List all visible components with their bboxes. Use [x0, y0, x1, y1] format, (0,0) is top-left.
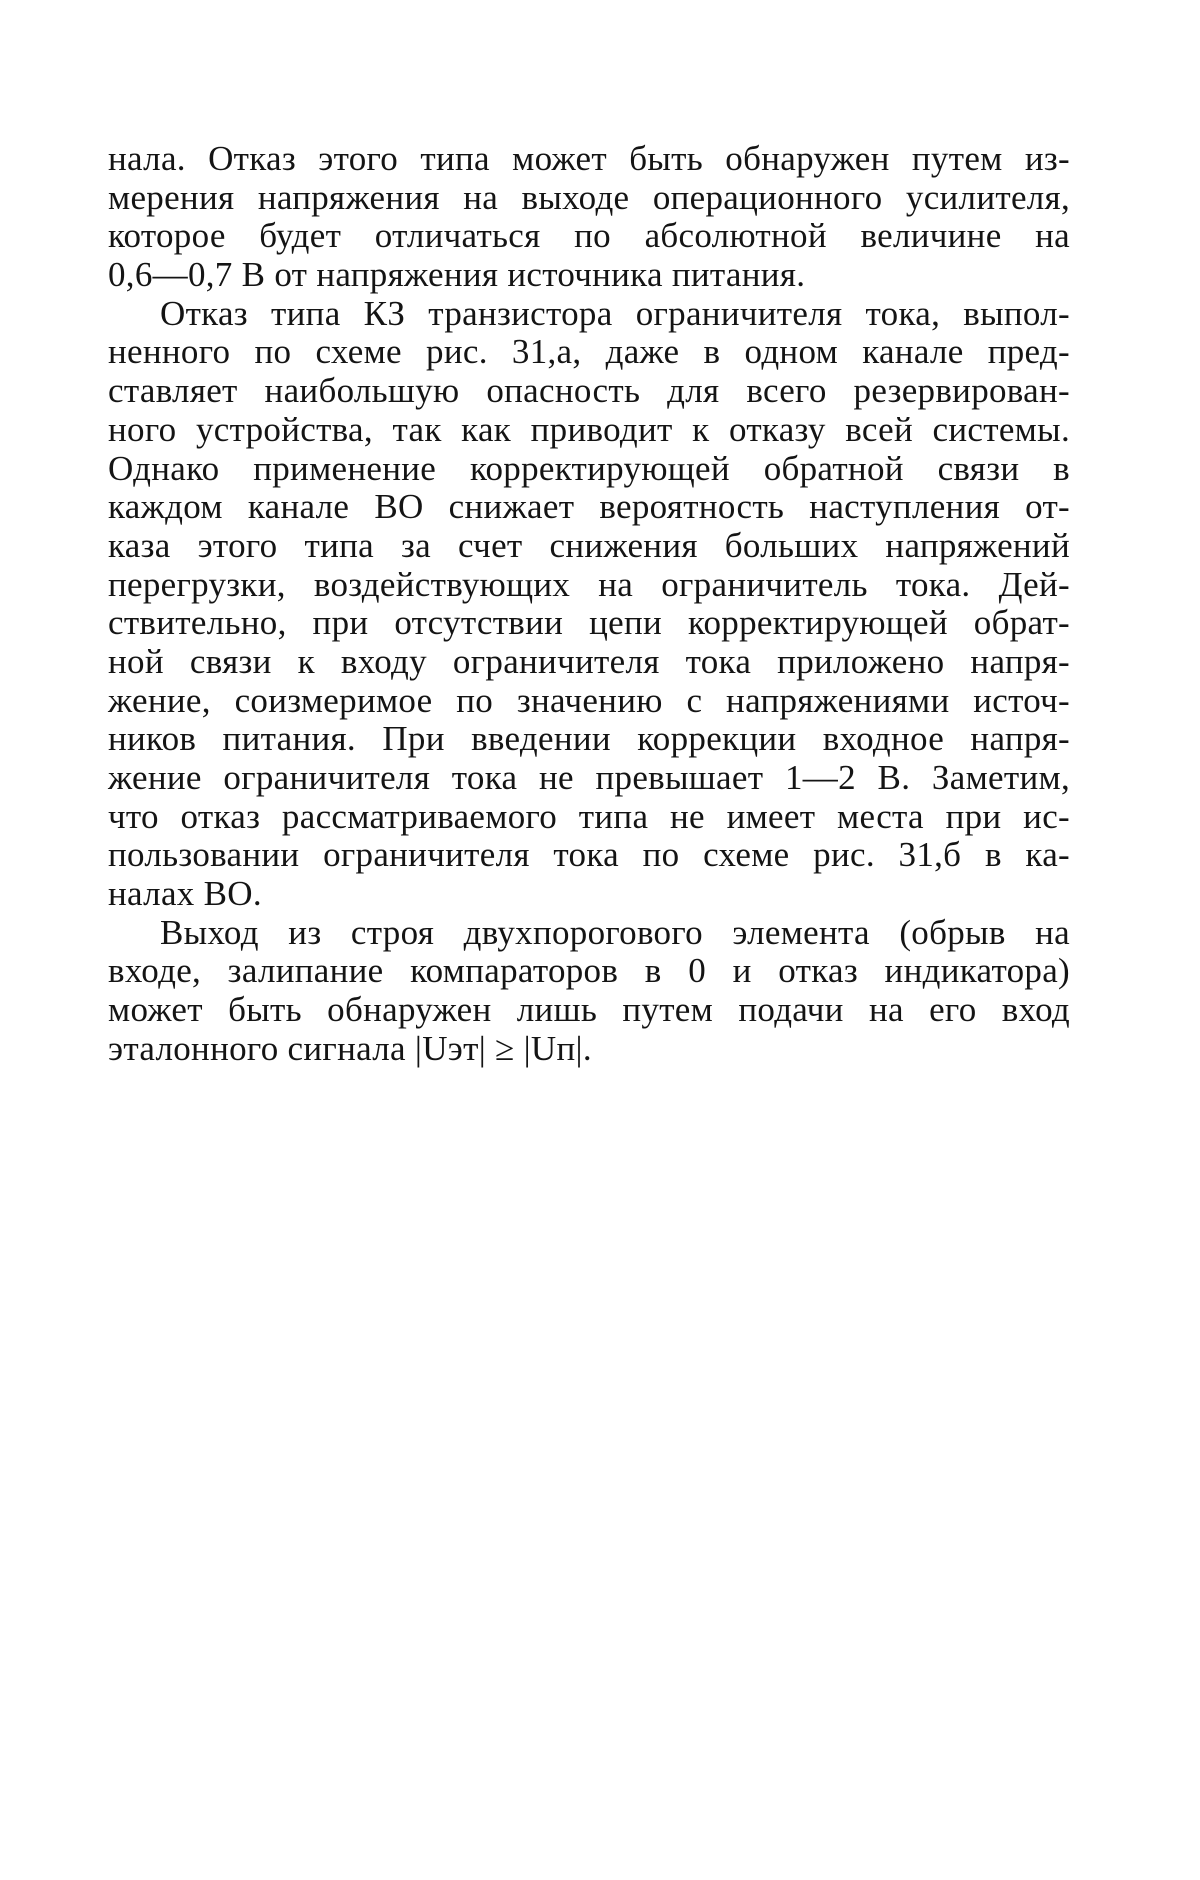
text-line: ников питания. При введении коррекции входное напря- [108, 719, 1070, 759]
text-line: ной связи к входу ограничителя тока приложено напря- [108, 641, 1070, 681]
text-line: эталонного сигнала |Uэт| ≥ |Uп|. [108, 1028, 592, 1068]
text-line: каза этого типа за счет снижения больших напряжений [108, 525, 1070, 565]
paragraph [108, 295, 1070, 914]
text-line: Отказ типа КЗ транзистора ограничителя тока, выпол- [160, 293, 1070, 333]
text-line: Однако применение корректирующей обратной связи в [108, 448, 1070, 488]
text-line: нала. Отказ этого типа может быть обнаружен путем из- [108, 139, 1070, 178]
body-text [108, 140, 1070, 1069]
text-line: жение, соизмеримое по значению с напряжениями источ- [108, 680, 1070, 720]
paragraph [108, 140, 1070, 295]
text-line: мерения напряжения на выходе операционного усилителя, [108, 177, 1070, 217]
text-line: каждом канале ВО снижает вероятность наступления от- [108, 487, 1070, 527]
text-line: Выход из строя двухпорогового элемента (обрыв на [160, 912, 1070, 952]
text-line: жение ограничителя тока не превышает 1—2 В. Заметим, [108, 758, 1070, 797]
text-line: может быть обнаружен лишь путем подачи на его вход [108, 990, 1070, 1030]
text-line: что отказ рассматриваемого типа не имеет места при ис- [108, 796, 1070, 836]
text-line: ствительно, при отсутствии цепи корректирующей обрат- [108, 603, 1070, 643]
text-line: перегрузки, воздействующих на ограничитель тока. Дей- [108, 564, 1070, 604]
text-line: налах ВО. [108, 874, 262, 914]
text-line: 0,6—0,7 В от напряжения источника питания. [108, 255, 806, 295]
text-line: ставляет наибольшую опасность для всего резервирован- [108, 371, 1070, 411]
text-line: входе, залипание компараторов в 0 и отказ индикатора) [108, 951, 1070, 991]
text-line: пользовании ограничителя тока по схеме рис. 31,б в ка- [108, 835, 1070, 875]
text-line: ного устройства, так как приводит к отказу всей системы. [108, 409, 1070, 449]
text-line: которое будет отличаться по абсолютной величине на [108, 216, 1070, 256]
text-line: ненного по схеме рис. 31,а, даже в одном канале пред- [108, 332, 1070, 372]
paragraph [108, 914, 1070, 1069]
